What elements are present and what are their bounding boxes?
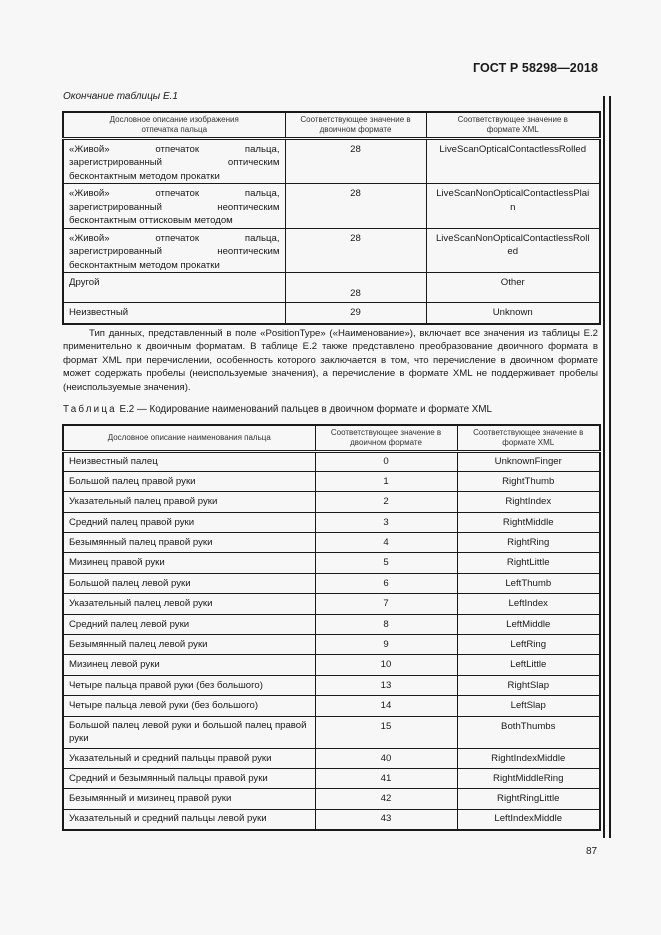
cell-binary: 6 xyxy=(315,573,457,593)
cell-description: «Живой» отпечаток пальца, зарегистрированный неоптическим бесконтактным методом прокатки xyxy=(63,228,285,273)
cell-description: Мизинец левой руки xyxy=(63,655,315,675)
table-row xyxy=(63,655,600,675)
cell-binary: 0 xyxy=(315,451,457,471)
cell-binary: 1 xyxy=(315,471,457,491)
cell-binary: 2 xyxy=(315,492,457,512)
cell-xml: RightThumb xyxy=(457,471,600,491)
table-row xyxy=(63,635,600,655)
cell-description: «Живой» отпечаток пальца, зарегистрированный оптическим бесконтактным методом прокатки xyxy=(63,138,285,184)
cell-xml: LeftIndexMiddle xyxy=(457,809,600,829)
table-row xyxy=(63,594,600,614)
cell-xml: LeftIndex xyxy=(457,594,600,614)
table-row xyxy=(63,273,600,303)
table1-caption: Окончание таблицы Е.1 xyxy=(63,91,178,102)
cell-binary: 28 xyxy=(285,184,426,229)
cell-description: Указательный и средний пальцы правой руки xyxy=(63,748,315,768)
cell-xml: LeftRing xyxy=(457,635,600,655)
cell-binary: 10 xyxy=(315,655,457,675)
table-row xyxy=(63,614,600,634)
body-paragraph: Тип данных, представленный в поле «PositionType» («Наименование»), включает все значения из таблицы Е.2 применительно к двоичным форматам. В таблице Е.2 также представлено преобразование двоичного формата в формат XML при перечислении, особенность которого заключается в том, что перечисление в двоичном формате может содержать пробелы (неиспользуемые значения), а перечисление в формате XML не поддерживает пробелы (неиспользуемые значения). xyxy=(63,328,598,393)
cell-binary: 29 xyxy=(285,303,426,324)
table-row xyxy=(63,716,600,748)
cell-xml: BothThumbs xyxy=(457,716,600,748)
cell-binary: 13 xyxy=(315,675,457,695)
cell-description: Указательный и средний пальцы левой руки xyxy=(63,809,315,829)
cell-binary: 7 xyxy=(315,594,457,614)
table-header-row xyxy=(63,112,600,138)
cell-xml: LeftThumb xyxy=(457,573,600,593)
revision-bar-right xyxy=(609,96,611,838)
cell-xml: RightMiddleRing xyxy=(457,768,600,788)
cell-binary: 8 xyxy=(315,614,457,634)
document-standard-title: ГОСТ Р 58298—2018 xyxy=(472,61,598,75)
table2-caption-text: Е.2 — Кодирование наименований пальцев в двоичном формате и формате XML xyxy=(119,404,492,415)
cell-xml: LeftMiddle xyxy=(457,614,600,634)
cell-description: Большой палец левой руки xyxy=(63,573,315,593)
table-row xyxy=(63,471,600,491)
cell-description: Средний палец правой руки xyxy=(63,512,315,532)
cell-xml: Other xyxy=(426,273,600,303)
cell-description: Указательный палец правой руки xyxy=(63,492,315,512)
page-number: 87 xyxy=(586,846,598,857)
cell-xml: LeftLittle xyxy=(457,655,600,675)
table-row xyxy=(63,512,600,532)
cell-binary: 28 xyxy=(285,228,426,273)
table-row xyxy=(63,451,600,471)
table-e2 xyxy=(62,424,601,831)
cell-description: Средний и безымянный пальцы правой руки xyxy=(63,768,315,788)
cell-description: Мизинец правой руки xyxy=(63,553,315,573)
column-header-binary: Соответствующее значение в двоичном формате xyxy=(285,112,426,138)
table-row xyxy=(63,573,600,593)
cell-binary: 5 xyxy=(315,553,457,573)
table-row xyxy=(63,184,600,229)
table-row xyxy=(63,768,600,788)
table-row xyxy=(63,553,600,573)
cell-xml: RightMiddle xyxy=(457,512,600,532)
table-row xyxy=(63,748,600,768)
cell-xml: RightSlap xyxy=(457,675,600,695)
cell-description: Большой палец левой руки и большой палец правой руки xyxy=(63,716,315,748)
column-header-xml: Соответствующее значение в формате XML xyxy=(426,112,600,138)
cell-description: «Живой» отпечаток пальца, зарегистрированный неоптическим бесконтактным оттисковым методом xyxy=(63,184,285,229)
column-header-description: Дословное описание наименования пальца xyxy=(63,425,315,451)
cell-binary: 42 xyxy=(315,789,457,809)
cell-description: Неизвестный палец xyxy=(63,451,315,471)
cell-xml: RightRingLittle xyxy=(457,789,600,809)
table-row xyxy=(63,228,600,273)
cell-binary: 40 xyxy=(315,748,457,768)
table-e1 xyxy=(62,111,601,325)
cell-description: Безымянный палец правой руки xyxy=(63,533,315,553)
cell-description: Средний палец левой руки xyxy=(63,614,315,634)
cell-xml: UnknownFinger xyxy=(457,451,600,471)
cell-binary: 15 xyxy=(315,716,457,748)
cell-xml: LiveScanNonOpticalContactlessPlain xyxy=(426,184,600,229)
cell-description: Другой xyxy=(63,273,285,303)
cell-description: Указательный палец левой руки xyxy=(63,594,315,614)
cell-description: Неизвестный xyxy=(63,303,285,324)
table-header-row xyxy=(63,425,600,451)
cell-binary: 43 xyxy=(315,809,457,829)
cell-xml: RightIndex xyxy=(457,492,600,512)
table-row xyxy=(63,789,600,809)
cell-binary: 28 xyxy=(285,273,426,303)
cell-binary: 9 xyxy=(315,635,457,655)
table2-caption xyxy=(63,404,492,415)
table-row xyxy=(63,138,600,184)
table-row xyxy=(63,492,600,512)
cell-description: Четыре пальца левой руки (без большого) xyxy=(63,696,315,716)
cell-xml: RightRing xyxy=(457,533,600,553)
cell-binary: 3 xyxy=(315,512,457,532)
cell-description: Безымянный и мизинец правой руки xyxy=(63,789,315,809)
cell-binary: 14 xyxy=(315,696,457,716)
column-header-binary: Соответствующее значение в двоичном формате xyxy=(315,425,457,451)
cell-xml: RightLittle xyxy=(457,553,600,573)
cell-description: Четыре пальца правой руки (без большого) xyxy=(63,675,315,695)
cell-xml: LiveScanOpticalContactlessRolled xyxy=(426,138,600,184)
cell-xml: RightIndexMiddle xyxy=(457,748,600,768)
table-row xyxy=(63,809,600,829)
table-row xyxy=(63,696,600,716)
cell-xml: Unknown xyxy=(426,303,600,324)
column-header-xml: Соответствующее значение в формате XML xyxy=(457,425,600,451)
table-row xyxy=(63,303,600,324)
table-row xyxy=(63,533,600,553)
cell-description: Большой палец правой руки xyxy=(63,471,315,491)
revision-bar-left xyxy=(603,96,605,838)
cell-binary: 28 xyxy=(285,138,426,184)
cell-xml: LiveScanNonOpticalContactlessRolled xyxy=(426,228,600,273)
cell-xml: LeftSlap xyxy=(457,696,600,716)
table2-caption-label: Таблица xyxy=(63,404,117,415)
cell-binary: 4 xyxy=(315,533,457,553)
column-header-description: Дословное описание изображения отпечатка пальца xyxy=(63,112,285,138)
cell-description: Безымянный палец левой руки xyxy=(63,635,315,655)
cell-binary: 41 xyxy=(315,768,457,788)
table-row xyxy=(63,675,600,695)
